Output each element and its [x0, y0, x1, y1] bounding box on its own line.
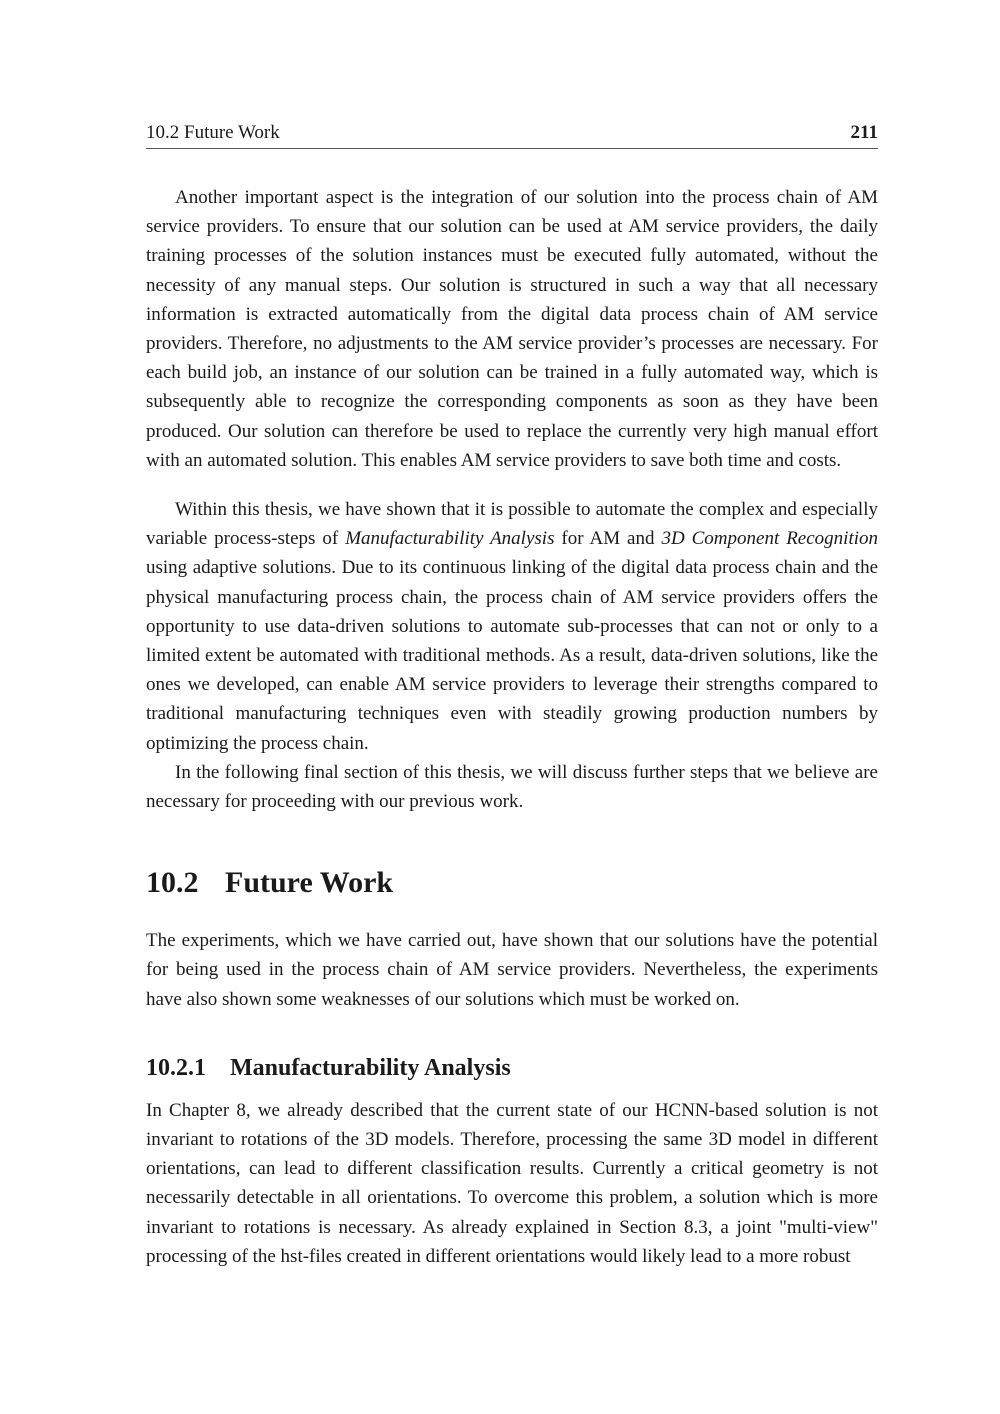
paragraph-thesis-summary-text-a: Within this thesis, we have shown that it is possible to automate the complex and especially variable process-steps of — [146, 499, 878, 550]
paragraph-integration: Another important aspect is the integration of our solution into the process chain of AM service providers. To ensure that our solution can be used at AM service providers, the daily training processes of the solution instances must be executed fully automated, without the necessity of any manual steps. Our solution is structured in such a way that all necessary information is extracted automatically from the digital data process chain of AM service providers. Therefore, no adjustments to the AM service provider’s processes are necessary. For each build job, an instance of our solution can be trained in a fully automated way, which is subsequently able to recognize the corresponding components as soon as they have been produced. Our solution can therefore be used to replace the currently very high manual effort with an automated solution. This enables AM service providers to save both time and costs. — [146, 187, 878, 471]
subsection-heading — [146, 1052, 878, 1084]
paragraph-thesis-summary-text-c: using adaptive solutions. Due to its continuous linking of the digital data process chain and the physical manufacturing process chain, the process chain of AM service providers offers the opportunity to use data-driven solutions to automate sub-processes that can not or only to a limited extent be automated with traditional methods. As a result, data-driven solutions, like the ones we developed, can enable AM service providers to leverage their strengths compared to traditional manufacturing techniques even with steadily growing production numbers by optimizing the process chain. — [146, 557, 878, 754]
section-title: Future Work — [225, 866, 394, 900]
section-number: 10.2 — [146, 866, 199, 900]
running-header — [146, 118, 878, 149]
subsection-number: 10.2.1 — [146, 1054, 206, 1081]
paragraph-thesis-summary-text-b: for AM and — [554, 528, 662, 550]
term-3d-component-recognition: 3D Component Recognition — [661, 528, 879, 550]
paragraph-thesis-summary — [146, 495, 878, 758]
paragraph-future-work-intro: The experiments, which we have carried out, have shown that our solutions have the potential for being used in the process chain of AM service providers. Nevertheless, the experiments have also shown some weaknesses of our solutions which must be worked on. — [146, 930, 878, 1010]
paragraph-final-section-intro: In the following final section of this thesis, we will discuss further steps that we believe are necessary for proceeding with our previous work. — [146, 761, 878, 813]
subsection-title: Manufacturability Analysis — [230, 1054, 511, 1081]
term-manufacturability-analysis: Manufacturability Analysis — [345, 528, 555, 550]
page — [146, 118, 878, 1271]
page-number: 211 — [850, 122, 878, 143]
paragraph-manufacturability: In Chapter 8, we already described that the current state of our HCNN-based solution is not invariant to rotations of the 3D models. Therefore, processing the same 3D model in different orientations, can lead to different classification results. Currently a critical geometry is not necessarily detectable in all orientations. To overcome this problem, a solution which is more invariant to rotations is necessary. As already explained in Section 8.3, a joint "multi-view" processing of the hst-files created in different orientations would likely lead to a more robust — [146, 1099, 878, 1267]
running-title: 10.2 Future Work — [146, 122, 280, 143]
section-heading — [146, 863, 878, 903]
